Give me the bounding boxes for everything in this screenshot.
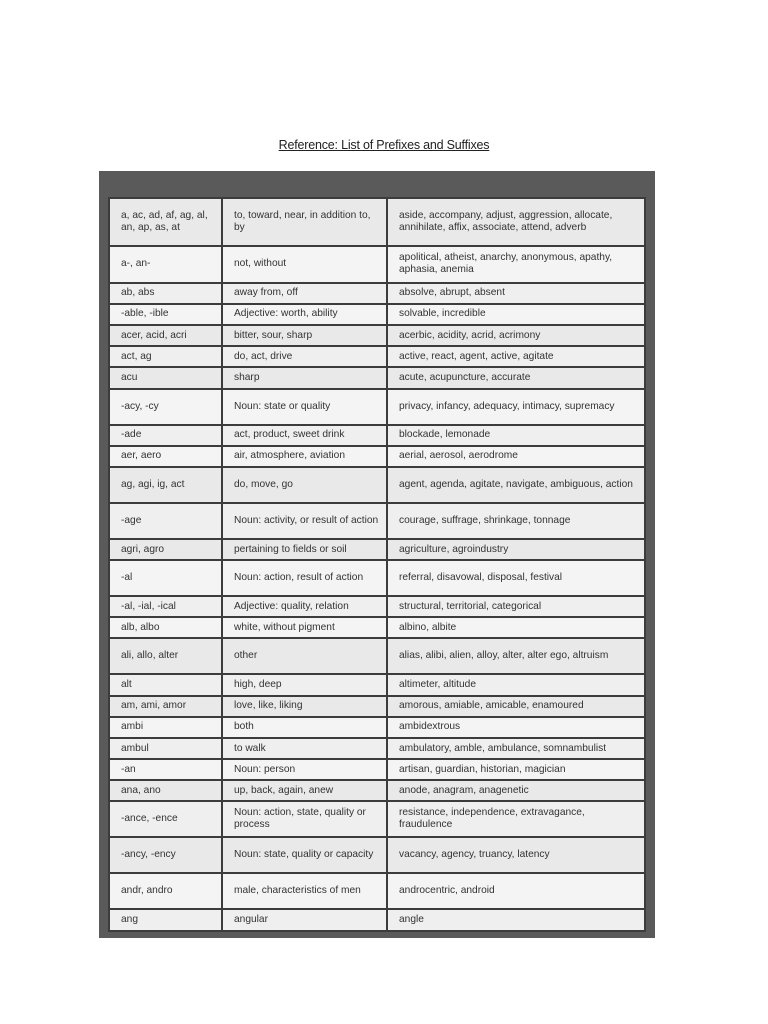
table-row	[109, 837, 645, 873]
header-meaning	[222, 171, 387, 198]
examples-cell: altimeter, altitude	[387, 674, 645, 695]
meaning-cell: air, atmosphere, aviation	[222, 446, 387, 467]
table-row	[109, 696, 645, 717]
table-row	[109, 873, 645, 909]
meaning-cell: not, without	[222, 246, 387, 283]
meaning-cell: Adjective: worth, ability	[222, 304, 387, 325]
examples-cell: angle	[387, 909, 645, 931]
prefix-suffix-table	[108, 171, 646, 932]
examples-cell: solvable, incredible	[387, 304, 645, 325]
table-row	[109, 346, 645, 367]
examples-cell: aerial, aerosol, aerodrome	[387, 446, 645, 467]
table-row	[109, 198, 645, 246]
affix-cell: a-, an-	[109, 246, 222, 283]
affix-cell: andr, andro	[109, 873, 222, 909]
meaning-cell: away from, off	[222, 283, 387, 304]
affix-cell: -ancy, -ency	[109, 837, 222, 873]
affix-cell: acer, acid, acri	[109, 325, 222, 346]
examples-cell: apolitical, atheist, anarchy, anonymous, apathy, aphasia, anemia	[387, 246, 645, 283]
affix-cell: -al	[109, 560, 222, 596]
affix-cell: am, ami, amor	[109, 696, 222, 717]
table-row	[109, 503, 645, 539]
meaning-cell: Noun: action, result of action	[222, 560, 387, 596]
affix-cell: agri, agro	[109, 539, 222, 560]
examples-cell: ambulatory, amble, ambulance, somnambulist	[387, 738, 645, 759]
examples-cell: referral, disavowal, disposal, festival	[387, 560, 645, 596]
examples-cell: agriculture, agroindustry	[387, 539, 645, 560]
affix-cell: ang	[109, 909, 222, 931]
meaning-cell: act, product, sweet drink	[222, 425, 387, 446]
meaning-cell: do, move, go	[222, 467, 387, 503]
affix-cell: ambul	[109, 738, 222, 759]
affix-cell: ag, agi, ig, act	[109, 467, 222, 503]
meaning-cell: male, characteristics of men	[222, 873, 387, 909]
table-row	[109, 780, 645, 801]
examples-cell: absolve, abrupt, absent	[387, 283, 645, 304]
reference-table-frame	[99, 171, 655, 938]
examples-cell: vacancy, agency, truancy, latency	[387, 837, 645, 873]
table-row	[109, 467, 645, 503]
meaning-cell: to walk	[222, 738, 387, 759]
affix-cell: -al, -ial, -ical	[109, 596, 222, 617]
meaning-cell: high, deep	[222, 674, 387, 695]
affix-cell: ab, abs	[109, 283, 222, 304]
header-examples	[387, 171, 645, 198]
table-row	[109, 717, 645, 738]
affix-cell: -ade	[109, 425, 222, 446]
table-row	[109, 389, 645, 425]
meaning-cell: pertaining to fields or soil	[222, 539, 387, 560]
table-row	[109, 738, 645, 759]
table-row	[109, 325, 645, 346]
affix-cell: ali, allo, alter	[109, 638, 222, 674]
table-row	[109, 909, 645, 931]
affix-cell: -acy, -cy	[109, 389, 222, 425]
examples-cell: active, react, agent, active, agitate	[387, 346, 645, 367]
affix-cell: act, ag	[109, 346, 222, 367]
table-row	[109, 674, 645, 695]
meaning-cell: Adjective: quality, relation	[222, 596, 387, 617]
examples-cell: aside, accompany, adjust, aggression, allocate, annihilate, affix, associate, attend, adverb	[387, 198, 645, 246]
examples-cell: resistance, independence, extravagance, fraudulence	[387, 801, 645, 837]
table-row	[109, 596, 645, 617]
affix-cell: -an	[109, 759, 222, 780]
meaning-cell: to, toward, near, in addition to, by	[222, 198, 387, 246]
affix-cell: -able, -ible	[109, 304, 222, 325]
meaning-cell: Noun: action, state, quality or process	[222, 801, 387, 837]
meaning-cell: sharp	[222, 367, 387, 388]
meaning-cell: white, without pigment	[222, 617, 387, 638]
table-row	[109, 560, 645, 596]
table-row	[109, 425, 645, 446]
meaning-cell: up, back, again, anew	[222, 780, 387, 801]
table-header-row	[109, 171, 645, 198]
examples-cell: amorous, amiable, amicable, enamoured	[387, 696, 645, 717]
meaning-cell: both	[222, 717, 387, 738]
examples-cell: albino, albite	[387, 617, 645, 638]
examples-cell: blockade, lemonade	[387, 425, 645, 446]
examples-cell: structural, territorial, categorical	[387, 596, 645, 617]
meaning-cell: other	[222, 638, 387, 674]
examples-cell: acerbic, acidity, acrid, acrimony	[387, 325, 645, 346]
table-row	[109, 617, 645, 638]
table-row	[109, 759, 645, 780]
affix-cell: ambi	[109, 717, 222, 738]
examples-cell: ambidextrous	[387, 717, 645, 738]
examples-cell: acute, acupuncture, accurate	[387, 367, 645, 388]
document-title: Reference: List of Prefixes and Suffixes	[278, 138, 490, 152]
examples-cell: alias, alibi, alien, alloy, alter, alter ego, altruism	[387, 638, 645, 674]
affix-cell: aer, aero	[109, 446, 222, 467]
examples-cell: androcentric, android	[387, 873, 645, 909]
examples-cell: anode, anagram, anagenetic	[387, 780, 645, 801]
table-row	[109, 638, 645, 674]
table-row	[109, 446, 645, 467]
examples-cell: courage, suffrage, shrinkage, tonnage	[387, 503, 645, 539]
meaning-cell: angular	[222, 909, 387, 931]
meaning-cell: Noun: state or quality	[222, 389, 387, 425]
meaning-cell: Noun: person	[222, 759, 387, 780]
header-affix	[109, 171, 222, 198]
table-row	[109, 283, 645, 304]
examples-cell: agent, agenda, agitate, navigate, ambiguous, action	[387, 467, 645, 503]
examples-cell: privacy, infancy, adequacy, intimacy, supremacy	[387, 389, 645, 425]
meaning-cell: love, like, liking	[222, 696, 387, 717]
meaning-cell: bitter, sour, sharp	[222, 325, 387, 346]
affix-cell: -age	[109, 503, 222, 539]
examples-cell: artisan, guardian, historian, magician	[387, 759, 645, 780]
table-row	[109, 304, 645, 325]
affix-cell: alt	[109, 674, 222, 695]
meaning-cell: do, act, drive	[222, 346, 387, 367]
affix-cell: acu	[109, 367, 222, 388]
table-body	[109, 198, 645, 931]
table-row	[109, 367, 645, 388]
meaning-cell: Noun: activity, or result of action	[222, 503, 387, 539]
affix-cell: ana, ano	[109, 780, 222, 801]
table-row	[109, 539, 645, 560]
meaning-cell: Noun: state, quality or capacity	[222, 837, 387, 873]
table-row	[109, 801, 645, 837]
affix-cell: a, ac, ad, af, ag, al, an, ap, as, at	[109, 198, 222, 246]
affix-cell: -ance, -ence	[109, 801, 222, 837]
affix-cell: alb, albo	[109, 617, 222, 638]
table-row	[109, 246, 645, 283]
